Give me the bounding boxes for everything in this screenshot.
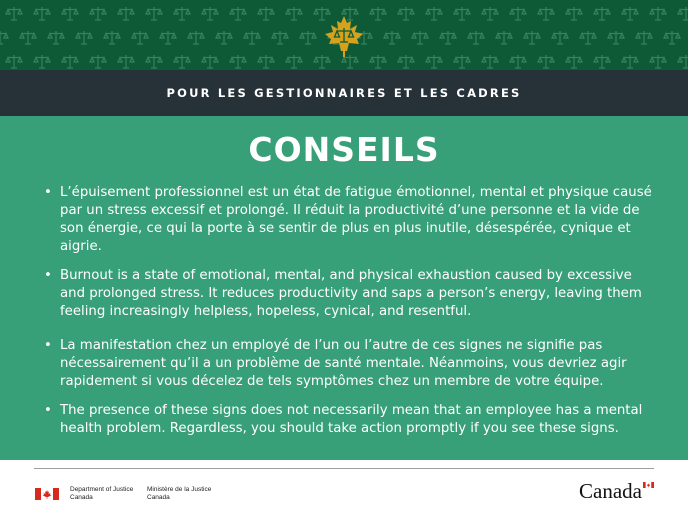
scales-of-justice-icon [84,51,112,70]
tip-text: La manifestation chez un employé de l’un ou l’autre de ces signes ne signifie pas nécessairement qu’il a un problème de santé mentale. Néanmoins, vous devriez agir rapidement si vous décelez de tels symptômes chez un membre de votre équipe. [60,338,627,389]
scales-of-justice-icon [476,51,504,70]
scales-of-justice-icon [140,51,168,70]
scales-of-justice-icon [588,51,616,70]
scales-of-justice-icon [42,27,70,49]
scales-of-justice-icon [252,51,280,70]
scales-of-justice-icon [0,27,14,49]
scales-of-justice-icon [420,3,448,25]
scales-of-justice-icon [168,3,196,25]
footer [0,460,688,516]
scales-of-justice-icon [420,51,448,70]
scales-of-justice-icon [210,27,238,49]
scales-of-justice-icon [14,27,42,49]
scales-of-justice-icon [98,27,126,49]
bullet: • [44,185,52,200]
dept-en-line1: Department of Justice [70,486,134,493]
dept-fr-line2: Canada [147,494,170,501]
scales-of-justice-icon [28,3,56,25]
scales-of-justice-icon [0,3,28,25]
audience-subtitle: POUR LES GESTIONNAIRES ET LES CADRES [166,86,522,100]
scales-of-justice-icon [602,27,630,49]
scales-of-justice-icon [196,3,224,25]
scales-of-justice-icon [448,3,476,25]
scales-of-justice-icon [560,51,588,70]
canada-wordmark-text: Canada [579,479,642,503]
scales-of-justice-icon [518,27,546,49]
scales-of-justice-icon [70,27,98,49]
scales-of-justice-icon [224,3,252,25]
department-name-fr [147,486,211,502]
scales-of-justice-icon [532,3,560,25]
list-item [44,184,654,256]
scales-of-justice-icon [462,27,490,49]
scales-of-justice-icon [644,3,672,25]
scales-of-justice-icon [196,51,224,70]
scales-of-justice-icon [364,51,392,70]
dept-fr-line1: Ministère de la Justice [147,486,212,493]
scales-of-justice-icon [560,3,588,25]
page-title: CONSEILS [248,130,440,169]
tip-text: The presence of these signs does not necessarily mean that an employee has a mental health problem. Regardless, you should take action promptly if you see these signs. [60,403,643,436]
scales-of-justice-icon [392,3,420,25]
canada-wordmark [579,480,654,504]
scales-of-justice-icon [224,51,252,70]
scales-of-justice-icon [672,51,688,70]
canada-wordmark-flag-icon [643,482,654,488]
scales-of-justice-icon [126,27,154,49]
bullet: • [44,268,52,283]
scales-of-justice-icon [280,51,308,70]
scales-of-justice-icon [112,51,140,70]
department-name-en [70,486,133,502]
scales-of-justice-icon [616,51,644,70]
scales-of-justice-icon [294,27,322,49]
scales-of-justice-icon [28,51,56,70]
top-banner [0,0,688,70]
scales-of-justice-icon [504,3,532,25]
scales-of-justice-icon [532,51,560,70]
canada-flag-icon [35,488,59,500]
scales-of-justice-icon [112,3,140,25]
scales-of-justice-icon [140,3,168,25]
bullet: • [44,403,52,418]
tip-text: L’épuisement professionnel est un état de fatigue émotionnel, mental et physique causé par un stress excessif et prolongé. Il réduit la productivité d’une personne et la vide de son énergie, ce qui la porte à se sentir de plus en plus inutile, désespérée, cynique et aigrie. [60,185,652,254]
scales-of-justice-icon [56,51,84,70]
scales-of-justice-icon [448,51,476,70]
scales-of-justice-icon [644,51,672,70]
scales-of-justice-icon [392,51,420,70]
bullet: • [44,338,52,353]
main-panel [0,116,688,460]
scales-of-justice-icon [378,27,406,49]
list-item [44,267,654,321]
tip-text: Burnout is a state of emotional, mental, and physical exhaustion caused by excessive and prolonged stress. It reduces productivity and saps a person’s energy, leaving them feeling increasingly helpless, hopeless, cynical, and resentful. [60,268,642,319]
scales-of-justice-icon [266,27,294,49]
scales-of-justice-icon [616,3,644,25]
scales-of-justice-icon [574,27,602,49]
scales-of-justice-icon [56,3,84,25]
scales-of-justice-icon [504,51,532,70]
scales-of-justice-icon [658,27,686,49]
scales-of-justice-icon [364,3,392,25]
scales-of-justice-icon [0,51,28,70]
scales-of-justice-icon [406,27,434,49]
scales-of-justice-icon [476,3,504,25]
scales-of-justice-icon [434,27,462,49]
scales-of-justice-icon [168,51,196,70]
scales-of-justice-icon [546,27,574,49]
scales-of-justice-icon [182,27,210,49]
list-item [44,337,654,391]
scales-of-justice-icon [588,3,616,25]
scales-of-justice-icon [154,27,182,49]
dept-en-line2: Canada [70,494,93,501]
footer-divider [34,468,654,469]
tips-list [44,184,654,449]
list-item [44,402,654,438]
scales-of-justice-icon [630,27,658,49]
scales-of-justice-icon [280,3,308,25]
scales-of-justice-icon [672,3,688,25]
subtitle-band [0,70,688,116]
scales-of-justice-icon [252,3,280,25]
maple-leaf-scales-icon [322,14,366,58]
scales-of-justice-icon [238,27,266,49]
scales-of-justice-icon [490,27,518,49]
scales-of-justice-icon [84,3,112,25]
